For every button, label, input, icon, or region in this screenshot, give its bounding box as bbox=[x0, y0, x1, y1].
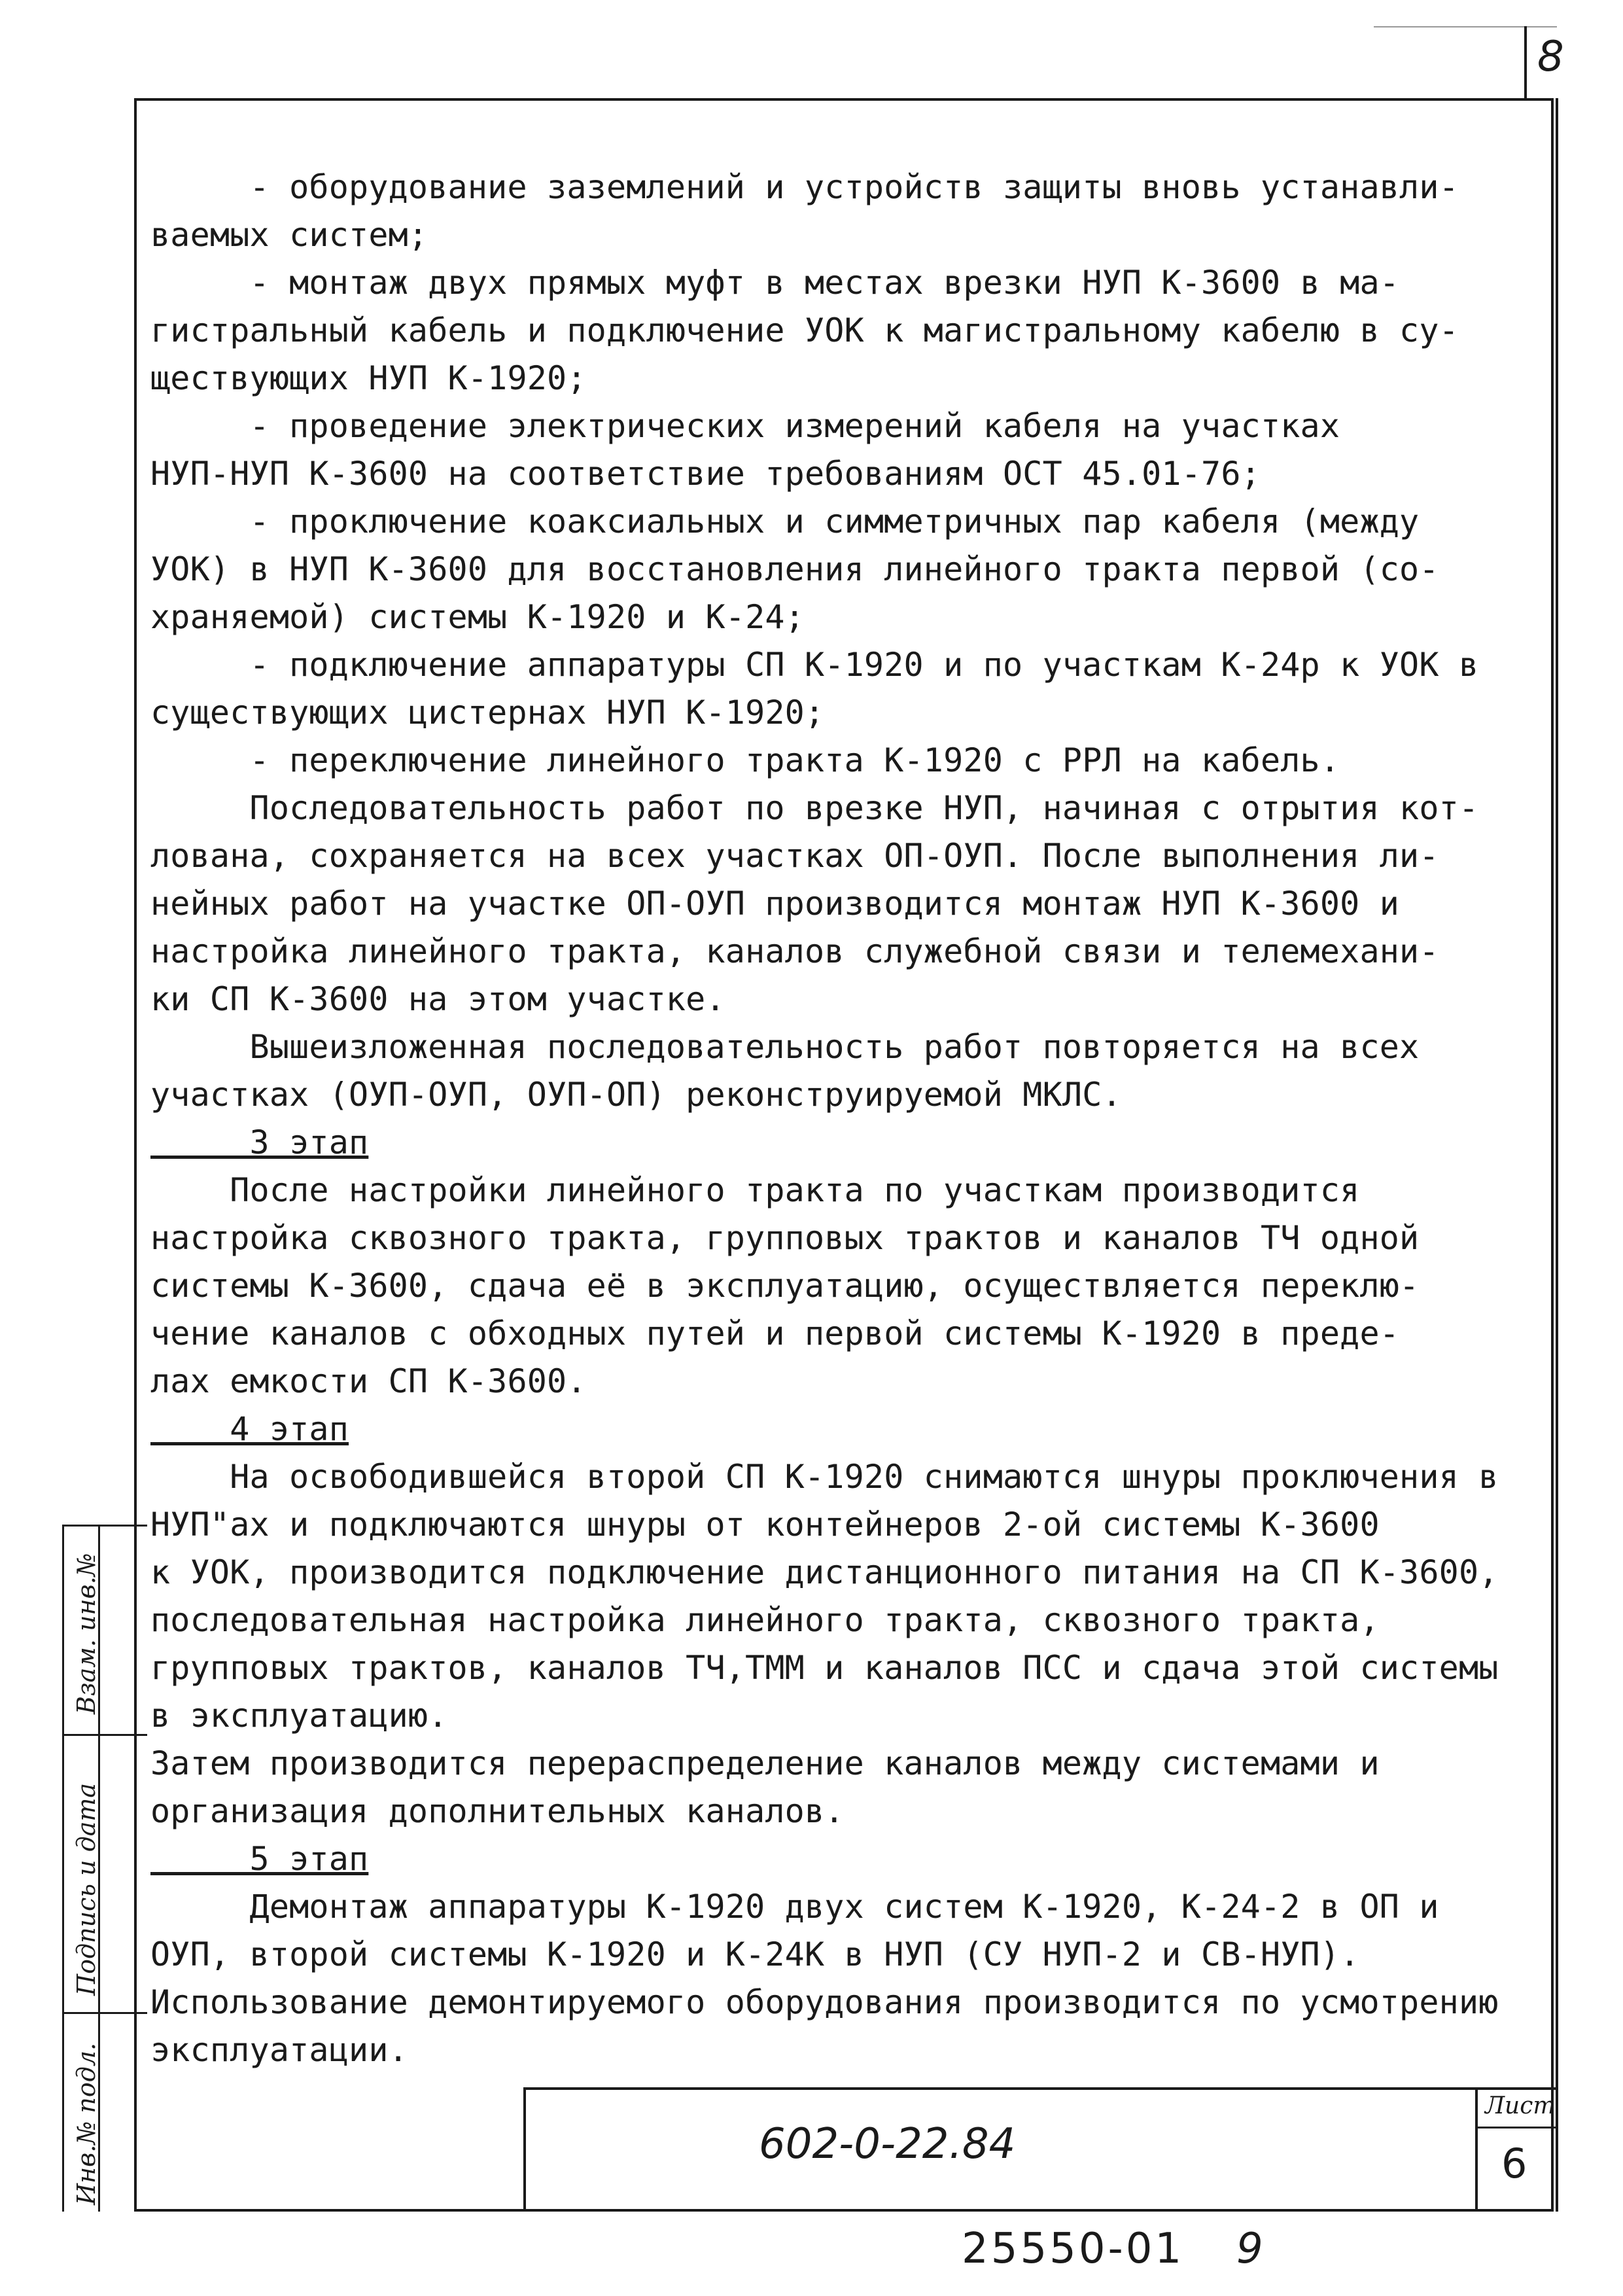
text-line: - переключение линейного тракта К-1920 с РРЛ на кабель. bbox=[150, 741, 1340, 779]
text-line: гистральный кабель и подключение УОК к магистральному кабелю в су- bbox=[150, 311, 1459, 349]
text-line: лована, сохраняется на всех участках ОП-ОУП. После выполнения ли- bbox=[150, 837, 1439, 875]
text-line: участках (ОУП-ОУП, ОУП-ОП) реконструируемой МКЛС. bbox=[150, 1076, 1122, 1114]
text-line: лах емкости СП К-3600. bbox=[150, 1362, 587, 1400]
sheet-number: 6 bbox=[1501, 2140, 1527, 2187]
text-line: нейных работ на участке ОП-ОУП производится монтаж НУП К-3600 и bbox=[150, 885, 1400, 923]
text-line: чение каналов с обходных путей и первой системы К-1920 в преде- bbox=[150, 1315, 1400, 1352]
text-line: НУП-НУП К-3600 на соответствие требованиям ОСТ 45.01-76; bbox=[150, 455, 1261, 493]
document-code: 602-0-22.84 bbox=[759, 2120, 1016, 2168]
text-line: групповых трактов, каналов ТЧ,ТММ и каналов ПСС и сдача этой системы bbox=[150, 1649, 1499, 1687]
side-stamp-separator bbox=[62, 1734, 147, 1736]
text-line: Последовательность работ по врезке НУП, начиная с отрытия кот- bbox=[150, 789, 1479, 827]
text-line: НУП"ах и подключаются шнуры от контейнеров 2-ой системы К-3600 bbox=[150, 1506, 1380, 1544]
text-line: системы К-3600, сдача её в эксплуатацию, осуществляется переклю- bbox=[150, 1267, 1420, 1305]
side-label-original-inv: Инв.№ подл. bbox=[72, 2042, 101, 2205]
side-label-signature-date: Подпись и дата bbox=[72, 1782, 101, 1996]
title-block-divider bbox=[1475, 2087, 1478, 2212]
text-line: На освободившейся второй СП К-1920 снимаются шнуры проключения в bbox=[150, 1458, 1499, 1496]
text-line: - проключение коаксиальных и симметричных пар кабеля (между bbox=[150, 503, 1420, 540]
text-line: ществующих НУП К-1920; bbox=[150, 359, 587, 397]
text-line: в эксплуатацию. bbox=[150, 1697, 448, 1735]
sheet-label: Лист bbox=[1485, 2093, 1556, 2119]
text-line: После настройки линейного тракта по участкам производится bbox=[150, 1171, 1360, 1209]
text-line: Демонтаж аппаратуры К-1920 двух систем К-1920, К-24-2 в ОП и bbox=[150, 1888, 1439, 1926]
archive-page: 9 bbox=[1236, 2225, 1263, 2273]
title-block-sheet-line bbox=[1475, 2127, 1557, 2128]
text-line: храняемой) системы К-1920 и К-24; bbox=[150, 598, 805, 636]
text-line: ки СП К-3600 на этом участке. bbox=[150, 980, 725, 1018]
text-line: эксплуатации. bbox=[150, 2031, 408, 2069]
text-line: организация дополнительных каналов. bbox=[150, 1792, 845, 1830]
text-line: настройка сквозного тракта, групповых трактов и каналов ТЧ одной bbox=[150, 1219, 1420, 1257]
text-line: существующих цистернах НУП К-1920; bbox=[150, 694, 825, 732]
corner-divider bbox=[1524, 26, 1527, 99]
stage-heading: 5 этап bbox=[150, 1840, 369, 1878]
text-line: настройка линейного тракта, каналов служебной связи и телемехани- bbox=[150, 932, 1439, 970]
text-line: к УОК, производится подключение дистанционного питания на СП К-3600, bbox=[150, 1553, 1499, 1591]
title-block bbox=[523, 2087, 1556, 2212]
top-edge-line bbox=[1374, 26, 1557, 27]
archive-number: 25550-01 bbox=[962, 2225, 1185, 2273]
text-line: Вышеизложенная последовательность работ повторяется на всех bbox=[150, 1028, 1420, 1066]
document-body bbox=[150, 164, 1544, 2074]
text-line: Использование демонтируемого оборудования производится по усмотрению bbox=[150, 1983, 1499, 2021]
text-line: последовательная настройка линейного тракта, сквозного тракта, bbox=[150, 1601, 1380, 1639]
text-line: ОУП, второй системы К-1920 и К-24К в НУП (СУ НУП-2 и СВ-НУП). bbox=[150, 1935, 1360, 1973]
text-line: Затем производится перераспределение каналов между системами и bbox=[150, 1744, 1380, 1782]
side-stamp-separator bbox=[62, 2012, 147, 2014]
text-line: - проведение электрических измерений кабеля на участках bbox=[150, 407, 1340, 445]
text-line: - оборудование заземлений и устройств защиты вновь устанавли- bbox=[150, 168, 1459, 206]
stage-heading: 4 этап bbox=[150, 1410, 349, 1448]
text-line: УОК) в НУП К-3600 для восстановления линейного тракта первой (со- bbox=[150, 550, 1439, 588]
text-line: - монтаж двух прямых муфт в местах врезки НУП К-3600 в ма- bbox=[150, 264, 1400, 302]
text-line: ваемых систем; bbox=[150, 216, 428, 254]
frame-outer-right-line bbox=[1556, 98, 1558, 2212]
text-line: - подключение аппаратуры СП К-1920 и по участкам К-24р к УОК в bbox=[150, 646, 1479, 684]
corner-page-number: 8 bbox=[1537, 33, 1564, 81]
stage-heading: 3 этап bbox=[150, 1123, 369, 1161]
side-label-replaced-inv: Взам. инв.№ bbox=[72, 1553, 101, 1714]
